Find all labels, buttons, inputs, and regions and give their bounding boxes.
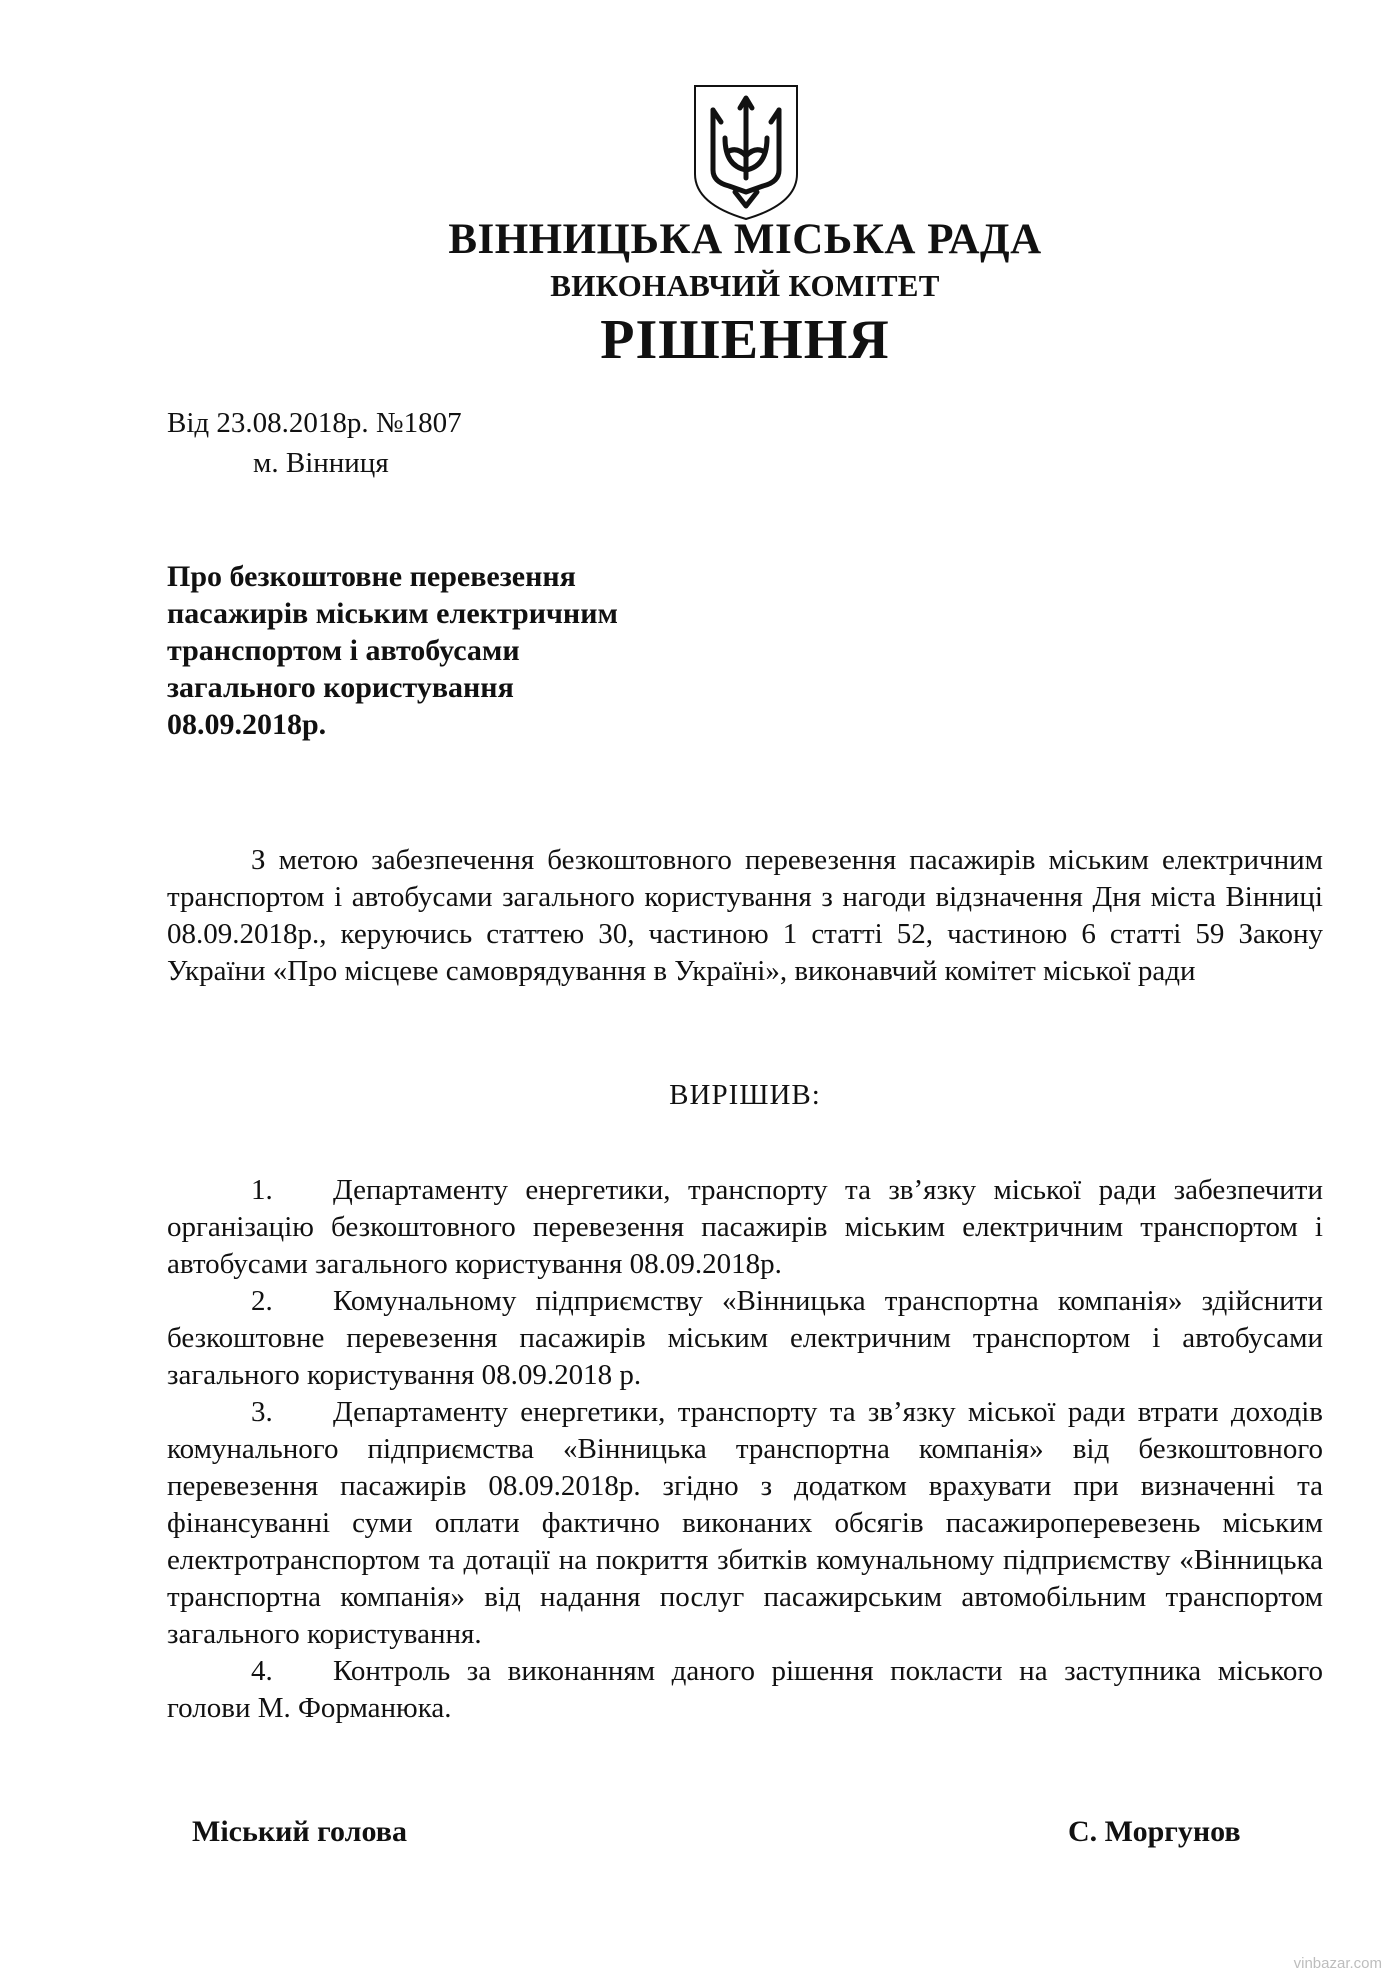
council-name: ВІННИЦЬКА МІСЬКА РАДА (448, 216, 1042, 263)
subject-line: пасажирів міським електричним (167, 597, 618, 630)
clause-item (167, 1283, 1323, 1394)
decided-heading: ВИРІШИВ: (669, 1079, 821, 1111)
committee-name: ВИКОНАВЧИЙ КОМІТЕТ (550, 268, 940, 303)
signatory-position: Міський голова (192, 1815, 407, 1848)
clause-number: 3. (251, 1396, 273, 1428)
subject-line: транспортом і автобусами (167, 634, 520, 667)
trident-coat-of-arms-icon (691, 82, 801, 222)
clause-number: 1. (251, 1174, 273, 1206)
subject-line: 08.09.2018р. (167, 708, 327, 741)
clause-item (167, 1172, 1323, 1283)
clause-text: Департаменту енергетики, транспорту та зв’язку міської ради втрати доходів комунального підприємства «Вінницька транспортна компанія» від безкоштовного перевезення пасажирів 08.09.2018р. згідно з додатком врахувати при визначенні та фінансуванні суми оплати фактично виконаних обсягів пасажироперевезень міським електротранспортом та дотації на покриття збитків комунальному підприємству «Вінницька транспортна компанія» від надання послуг пасажирським автомобільним транспортом загального користування. (167, 1396, 1323, 1650)
clause-item (167, 1394, 1323, 1653)
subject-line: загального користування (167, 671, 514, 704)
clause-text: Департаменту енергетики, транспорту та зв’язку міської ради забезпечити організацію безкоштовного перевезення пасажирів міським електричним транспортом і автобусами загального користування 08.09.2018р. (167, 1174, 1323, 1280)
clauses-list (167, 1172, 1323, 1727)
preamble-paragraph: З метою забезпечення безкоштовного перевезення пасажирів міським електричним транспортом і автобусами загального користування з нагоди відзначення Дня міста Вінниці 08.09.2018р., керуючись статтею 30, частиною 1 статті 52, частиною 6 статті 59 Закону України «Про місцеве самоврядування в Україні», виконавчий комітет міської ради (167, 844, 1323, 987)
clause-text: Комунальному підприємству «Вінницька транспортна компанія» здійснити безкоштовне перевезення пасажирів міським електричним транспортом і автобусами загального користування 08.09.2018 р. (167, 1285, 1323, 1391)
city: м. Вінниця (253, 447, 389, 479)
clause-number: 2. (251, 1285, 273, 1317)
document-type: РІШЕННЯ (600, 309, 890, 371)
clause-item (167, 1653, 1323, 1727)
subject-line: Про безкоштовне перевезення (167, 560, 576, 593)
watermark: vinbazar.com (1293, 1955, 1382, 1972)
clause-text: Контроль за виконанням даного рішення покласти на заступника міського голови М. Форманюка. (167, 1655, 1323, 1724)
document-subject (167, 558, 618, 743)
signatory-name: С. Моргунов (1068, 1815, 1241, 1848)
clause-number: 4. (251, 1655, 273, 1687)
date-and-number: Від 23.08.2018р. №1807 (167, 407, 462, 439)
